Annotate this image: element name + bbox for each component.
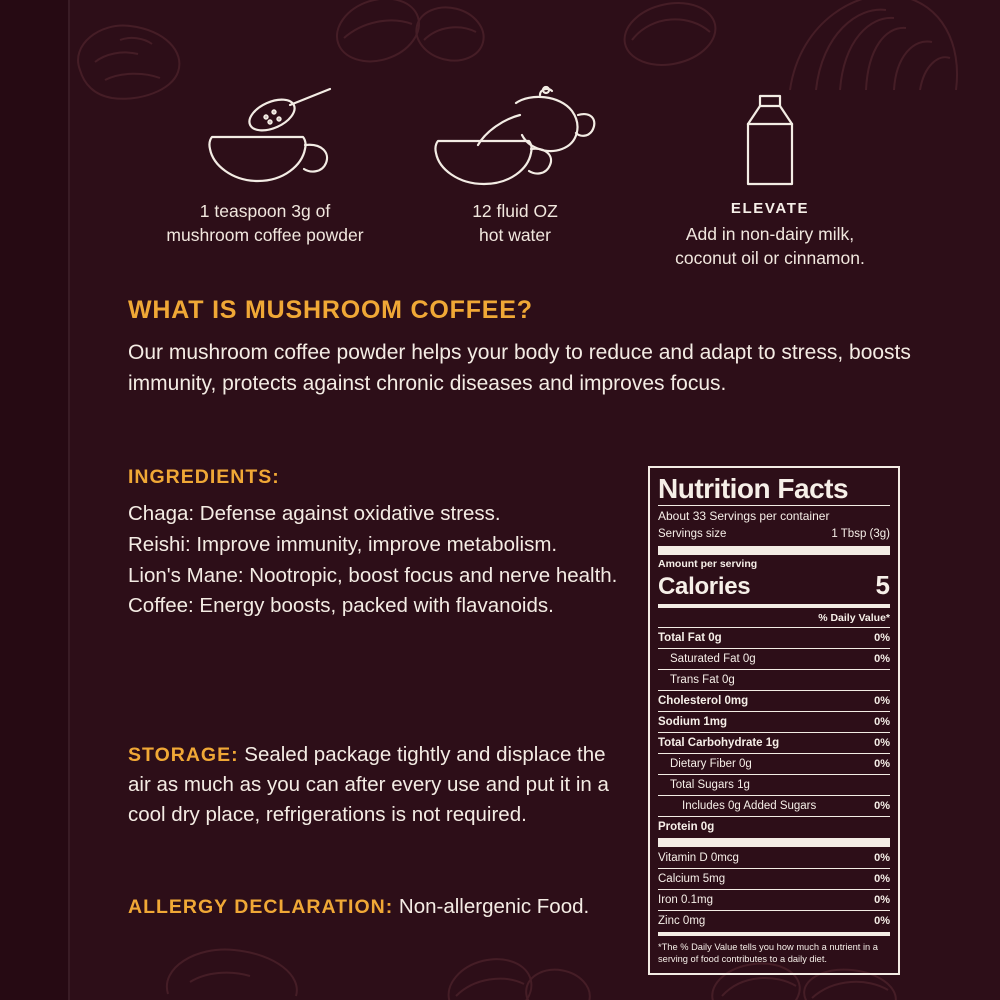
mushroom-doodle-bottom-icon [150,938,330,1000]
divider [658,753,890,754]
nutrition-facts-panel [648,466,900,975]
nutrient-row [658,630,890,646]
serving-size-label: Servings size [658,527,727,540]
calories-value: 5 [875,570,890,601]
divider-med [658,604,890,608]
nutrient-dv: 0% [874,737,890,750]
micronutrient-row [658,892,890,908]
amount-per-serving-label: Amount per serving [658,558,758,571]
nutrition-title: Nutrition Facts [658,473,849,504]
divider [658,795,890,796]
step-1-line-1: 1 teaspoon 3g of [199,201,331,221]
serving-size-value: 1 Tbsp (3g) [831,527,890,540]
coffee-bean-doodle-icon [600,0,740,84]
divider [658,910,890,911]
nutrient-name: Sodium 1mg [658,716,728,729]
divider [658,669,890,670]
divider [658,648,890,649]
nutrient-dv: 0% [874,800,890,813]
micronutrient-row [658,913,890,929]
nutrient-row [658,672,890,688]
nutrient-name: Cholesterol 0mg [658,695,749,708]
divider [658,505,890,506]
step-1-line-2: mushroom coffee powder [166,224,364,245]
ingredient-item: Coffee: Energy boosts, packed with flavanoids. [128,594,554,618]
serving-size-row [658,526,890,543]
divider [658,889,890,890]
about-body: Our mushroom coffee powder helps your body to reduce and adapt to stress, boosts immunity, protects against chronic diseases and improves focus. [128,341,911,396]
micronutrient-row [658,871,890,887]
nutrient-name: Total Sugars 1g [670,779,750,792]
micronutrient-dv: 0% [874,852,890,865]
step-2-line-1: 12 fluid OZ [472,201,558,221]
nutrient-name: Protein 0g [658,821,715,834]
micronutrient-name: Calcium 5mg [658,873,726,886]
teapot-pouring-cup-icon [410,80,620,200]
allergy-text: Non-allergenic Food. [393,895,590,918]
calories-row [658,570,890,601]
ingredients-heading: INGREDIENTS: [128,466,280,488]
step-3 [620,80,920,270]
divider-thick [658,546,890,555]
strip-divider [68,0,70,1000]
divider [658,732,890,733]
nutrient-dv: 0% [874,695,890,708]
nutrient-dv: 0% [874,632,890,645]
nutrient-row [658,798,890,814]
micronutrient-name: Vitamin D 0mcg [658,852,739,865]
milk-carton-icon [620,80,920,200]
nutrient-name: Total Fat 0g [658,632,722,645]
divider-med [658,932,890,936]
micronutrient-dv: 0% [874,894,890,907]
divider [658,816,890,817]
nutrient-name: Saturated Fat 0g [670,653,756,666]
ingredient-item: Chaga: Defense against oxidative stress. [128,502,501,525]
nutrient-row [658,756,890,772]
nutrient-row [658,693,890,709]
storage-label: STORAGE: [128,744,239,766]
bean-doodle-bottom-icon [430,944,600,1000]
divider-thick [658,838,890,847]
daily-value-header: % Daily Value* [818,612,890,625]
calories-label: Calories [658,573,751,601]
nutrient-row [658,651,890,667]
nutrition-footnote: *The % Daily Value tells you how much a nutrient in a serving of food contributes to a daily diet. [658,942,878,964]
preparation-steps [120,80,980,270]
nutrient-dv: 0% [874,653,890,666]
micronutrient-dv: 0% [874,873,890,886]
nutrient-dv: 0% [874,758,890,771]
ingredients-section [128,466,668,622]
divider [658,627,890,628]
micronutrient-name: Iron 0.1mg [658,894,713,907]
nutrient-row [658,819,890,835]
divider [658,690,890,691]
step-3-title: ELEVATE [730,200,810,217]
step-1 [120,80,410,270]
allergy-label: ALLERGY DECLARATION: [128,896,394,918]
spoon-over-cup-icon [120,80,410,200]
step-3-line-1: Add in non-dairy milk, [685,224,855,244]
nutrient-name: Total Carbohydrate 1g [658,737,780,750]
micronutrient-dv: 0% [874,915,890,928]
nutrient-row [658,735,890,751]
nutrient-name: Dietary Fiber 0g [670,758,752,771]
nutrient-name: Trans Fat 0g [670,674,735,687]
about-section [128,296,918,399]
left-edge-strip [0,0,68,1000]
ingredient-item: Reishi: Improve immunity, improve metabolism. [128,532,558,556]
allergy-section [128,892,628,922]
nutrient-row [658,777,890,793]
ingredient-item: Lion's Mane: Nootropic, boost focus and nerve health. [128,563,618,587]
step-2-line-2: hot water [479,224,551,245]
about-heading: WHAT IS MUSHROOM COFFEE? [128,296,533,324]
step-3-line-2: coconut oil or cinnamon. [675,247,865,268]
storage-section [128,740,628,830]
micronutrient-row [658,850,890,866]
nutrient-name: Includes 0g Added Sugars [682,800,817,813]
servings-per-container: About 33 Servings per container [658,509,830,524]
micronutrient-name: Zinc 0mg [658,915,706,928]
divider [658,774,890,775]
step-2 [410,80,620,270]
storage-text: Sealed package tightly and displace the air as much as you can after every use and put it in a cool dry place, refrigerations is not required. [128,743,609,826]
divider [658,868,890,869]
divider [658,711,890,712]
nutrient-dv: 0% [874,716,890,729]
nutrient-row [658,714,890,730]
